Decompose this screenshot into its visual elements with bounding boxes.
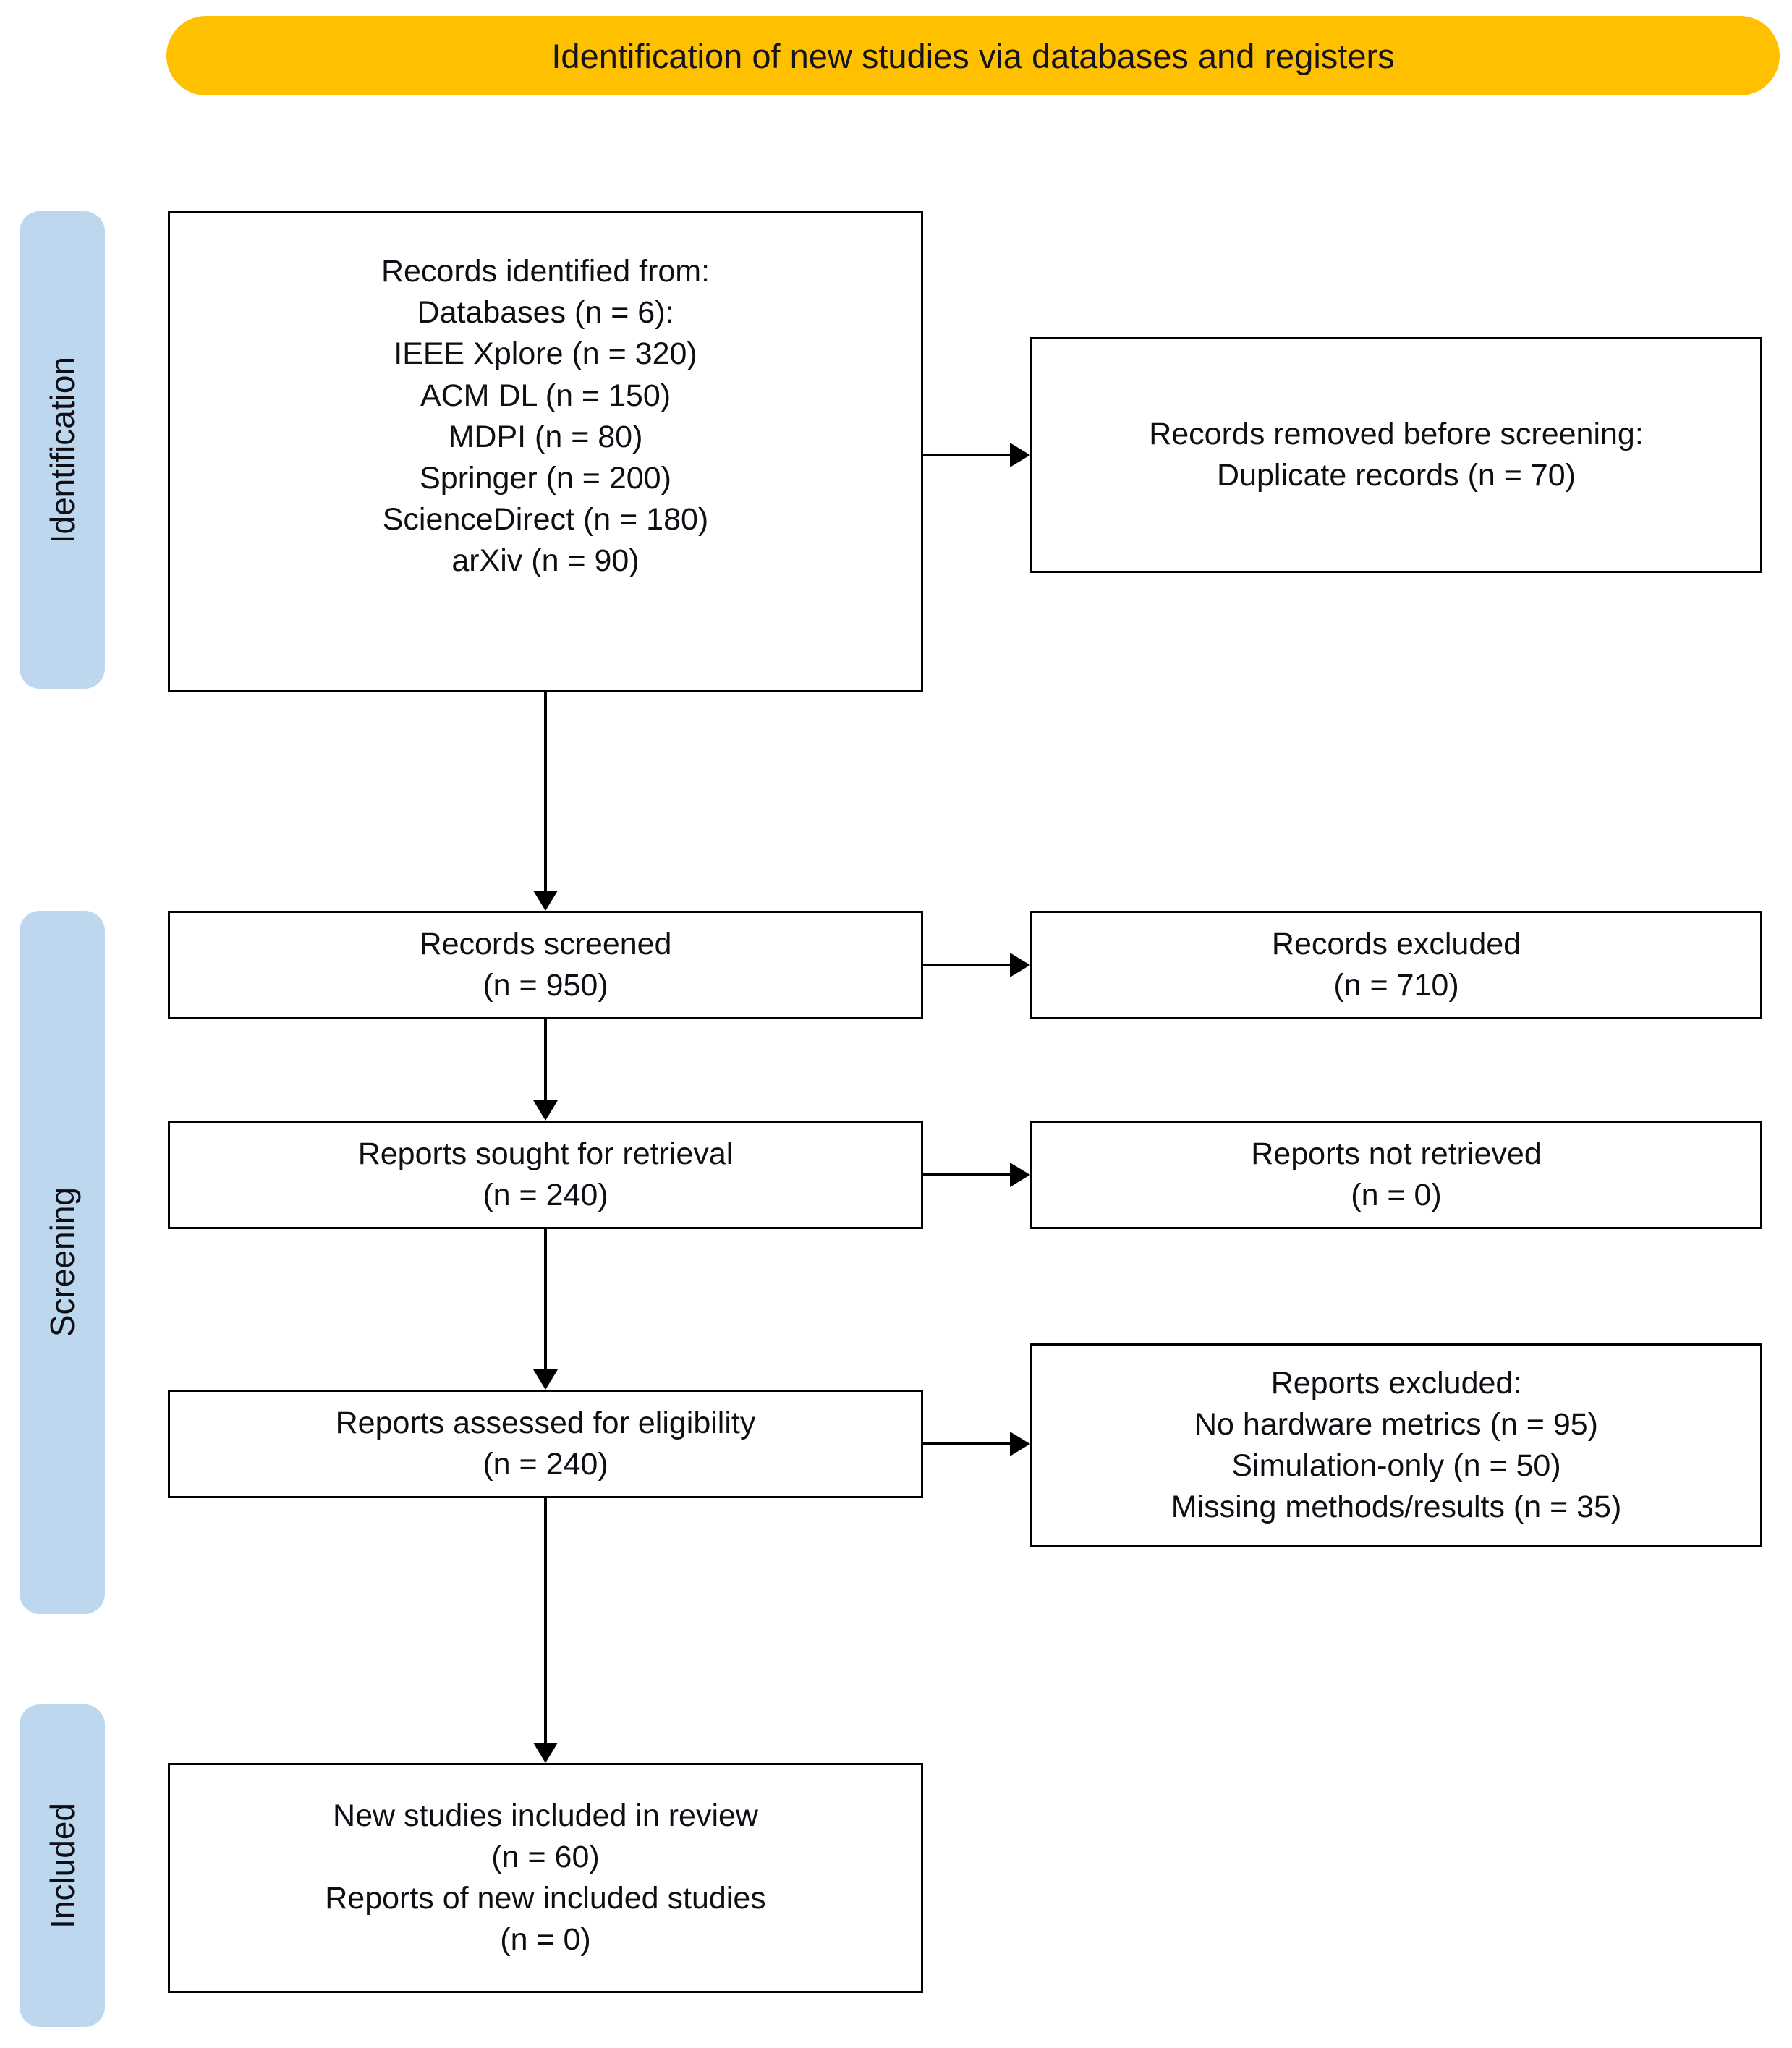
box-reports-excluded [1030, 1343, 1762, 1547]
box-line: New studies included in review [333, 1798, 758, 1833]
box-line: (n = 60) [491, 1839, 600, 1874]
box-line: arXiv (n = 90) [451, 543, 640, 579]
box-line: ScienceDirect (n = 180) [382, 502, 709, 538]
box-line: (n = 0) [500, 1922, 591, 1958]
banner-title-text: Identification of new studies via databases and registers [551, 36, 1395, 75]
stage-label-screening [20, 911, 105, 1614]
box-line: (n = 0) [1351, 1178, 1442, 1212]
box-line: Missing methods/results (n = 35) [1171, 1490, 1622, 1525]
arrow-identified-to-screened [544, 692, 547, 891]
box-line: Springer (n = 200) [420, 460, 671, 496]
stage-label-included [20, 1704, 105, 2027]
arrow-assessed-to-included [544, 1498, 547, 1743]
box-line: Reports sought for retrieval [357, 1136, 734, 1171]
arrow-sought-to-assessed [544, 1229, 547, 1369]
box-line: Duplicate records (n = 70) [1217, 458, 1576, 493]
box-line: Records identified from: [381, 254, 710, 289]
banner-title [166, 16, 1780, 95]
box-reports-sought [168, 1121, 923, 1229]
box-line: No hardware metrics (n = 95) [1194, 1406, 1598, 1442]
arrow-assessed-to-reports-excluded [923, 1442, 1010, 1445]
box-line: Reports of new included studies [325, 1881, 766, 1916]
arrow-identified-to-removed [923, 454, 1010, 456]
stage-label-identification-text: Identification [43, 356, 81, 544]
box-line: (n = 710) [1333, 968, 1459, 1003]
box-line: Reports excluded: [1270, 1365, 1522, 1401]
box-line: Records excluded [1271, 926, 1521, 961]
stage-label-included-text: Included [43, 1803, 81, 1929]
box-records-removed [1030, 337, 1762, 573]
box-line: (n = 240) [483, 1447, 608, 1482]
box-reports-not-retrieved [1030, 1121, 1762, 1229]
box-line: Records removed before screening: [1149, 416, 1644, 451]
box-line: ACM DL (n = 150) [420, 378, 671, 413]
stage-label-identification [20, 211, 105, 689]
box-line: IEEE Xplore (n = 320) [394, 336, 697, 372]
box-line: Reports not retrieved [1251, 1136, 1542, 1171]
arrow-sought-to-not-retrieved [923, 1173, 1010, 1176]
arrow-screened-to-sought [544, 1019, 547, 1100]
box-line: Reports assessed for eligibility [335, 1405, 756, 1440]
box-line: Simulation-only (n = 50) [1231, 1448, 1561, 1483]
box-records-excluded [1030, 911, 1762, 1019]
box-records-identified [168, 211, 923, 692]
box-line: Databases (n = 6): [417, 295, 674, 331]
box-line: Records screened [419, 926, 672, 961]
box-line: (n = 950) [483, 968, 608, 1003]
box-line: (n = 240) [483, 1178, 608, 1212]
box-line: MDPI (n = 80) [448, 419, 643, 454]
box-studies-included [168, 1763, 923, 1993]
box-reports-assessed [168, 1390, 923, 1498]
box-records-screened [168, 911, 923, 1019]
arrow-screened-to-excluded [923, 964, 1010, 966]
stage-label-screening-text: Screening [43, 1187, 81, 1338]
